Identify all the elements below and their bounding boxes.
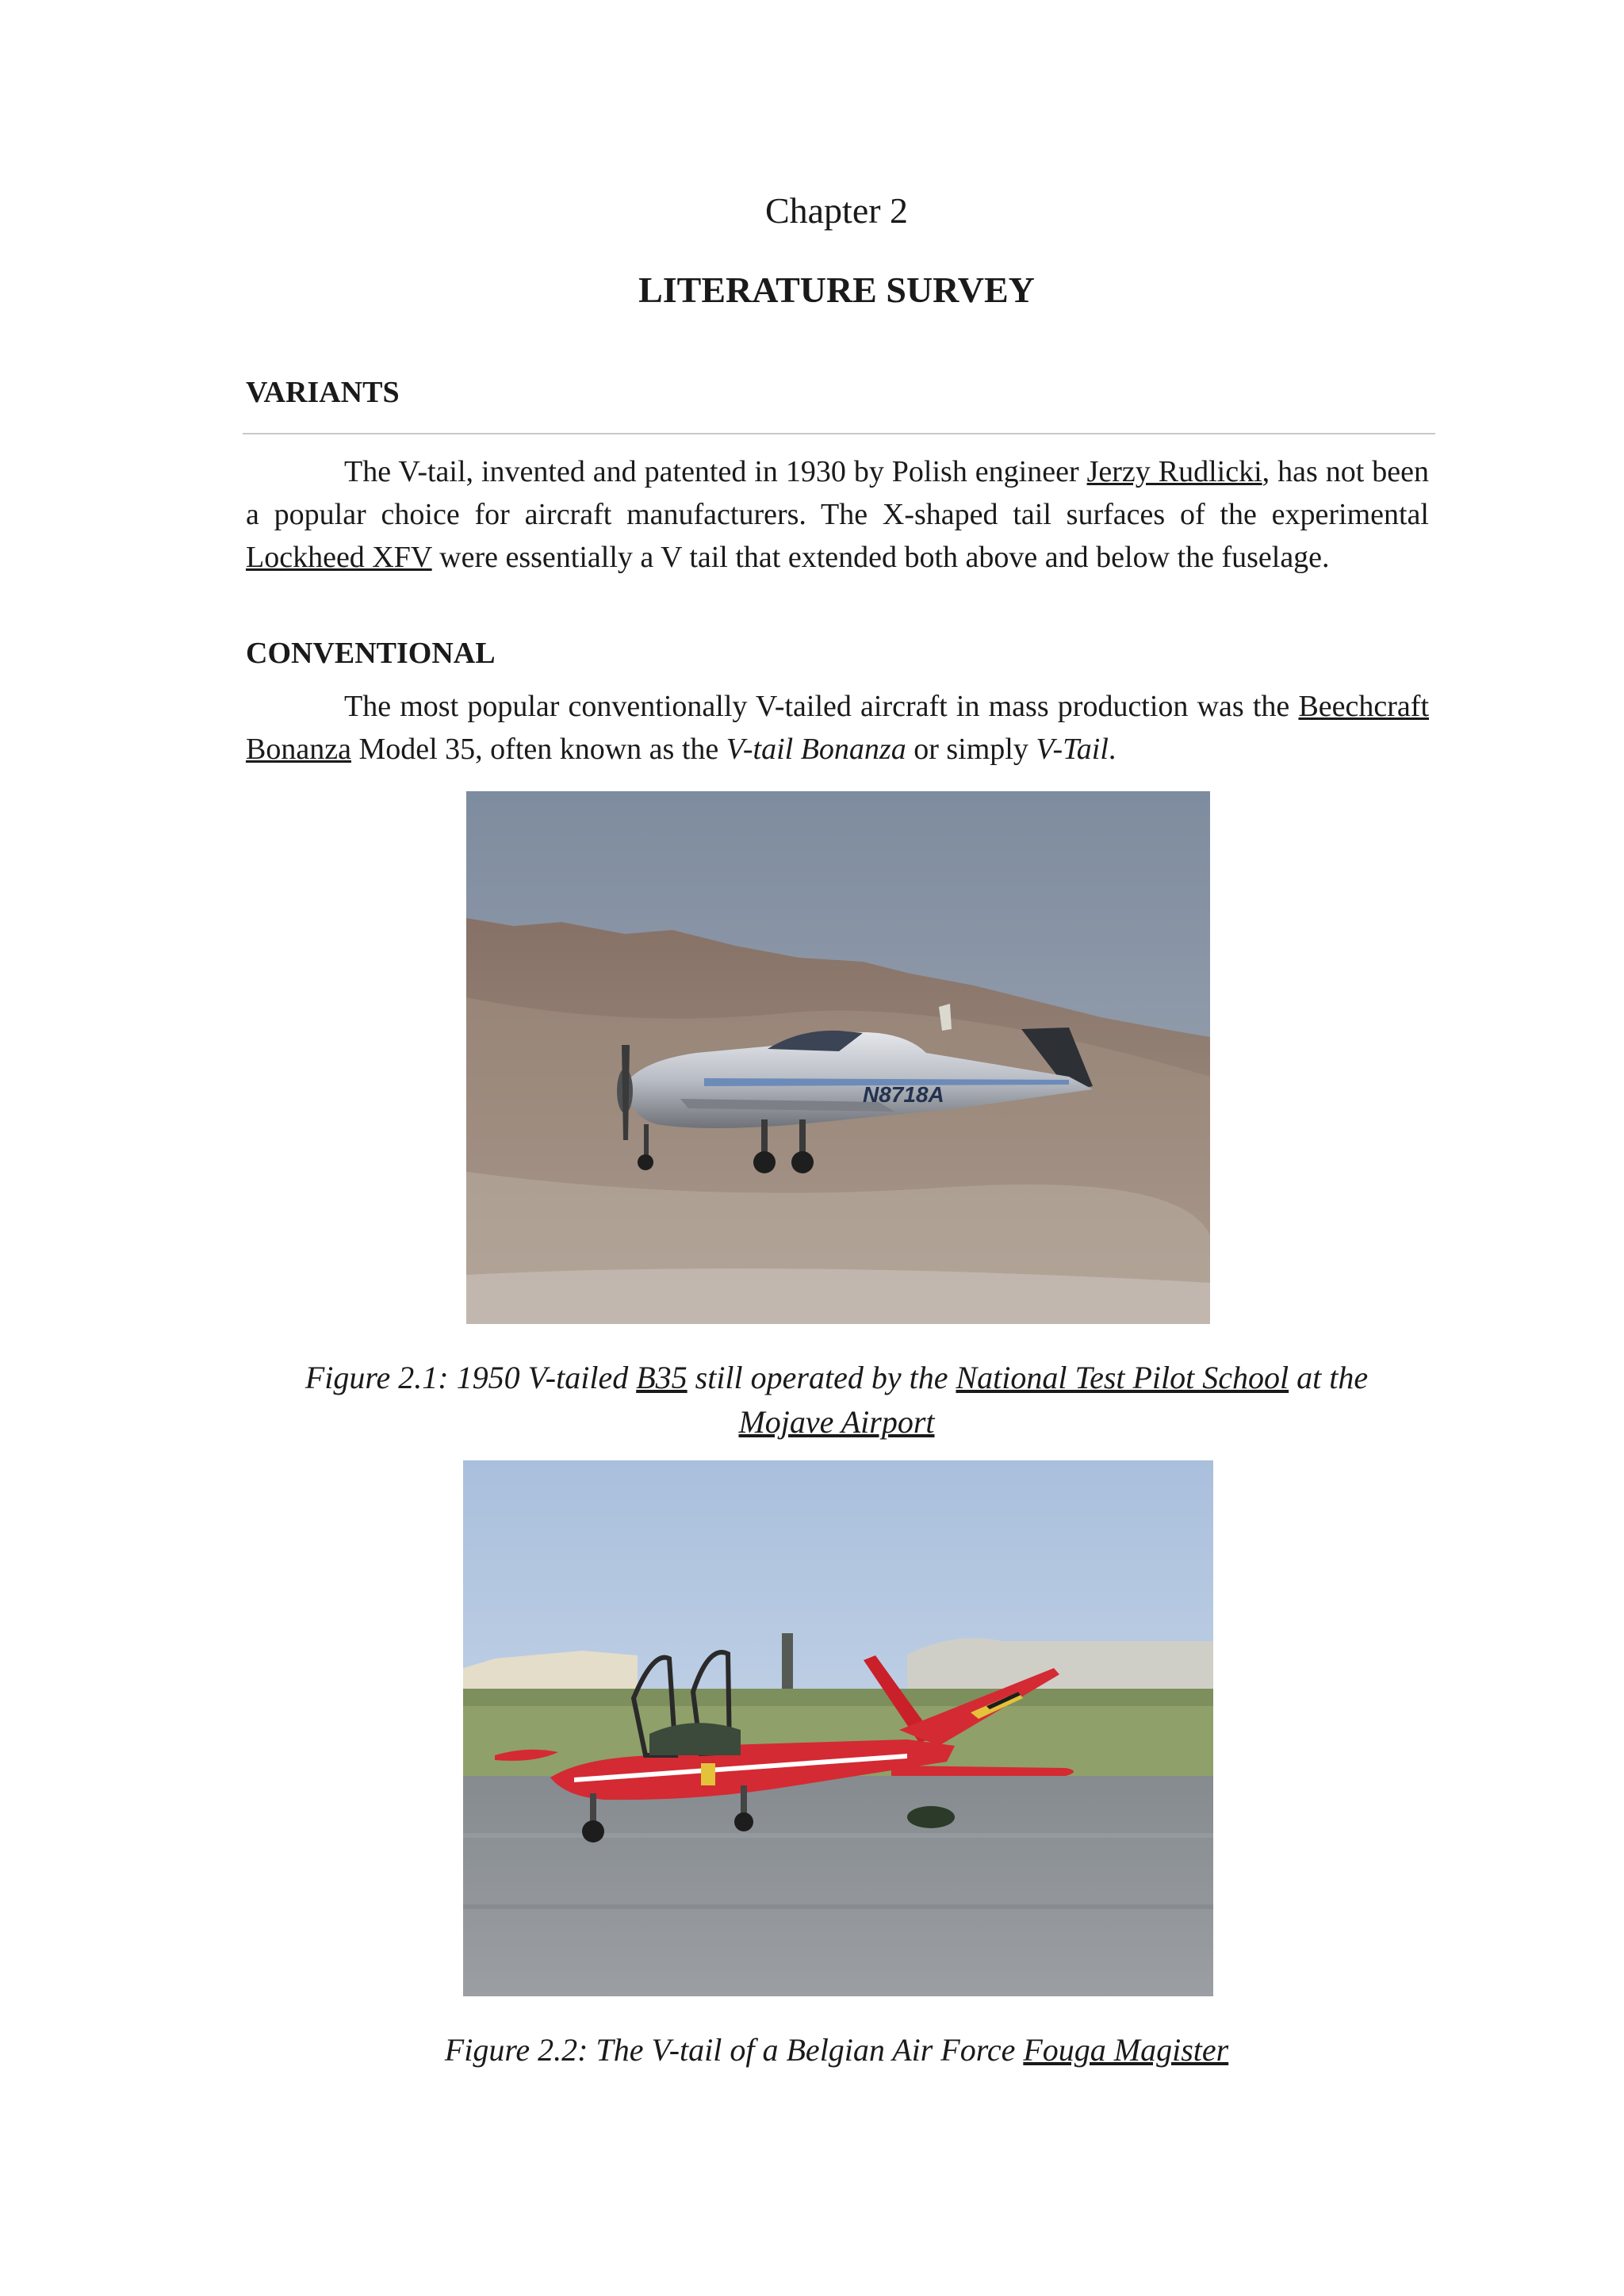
grass-far [463, 1689, 1213, 1706]
text-run: still operated by the [687, 1360, 956, 1395]
italic-text: V-tail Bonanza [726, 733, 906, 766]
link-national-test-pilot-school[interactable]: National Test Pilot School [956, 1360, 1289, 1395]
tarmac [463, 1776, 1213, 1996]
link-lockheed-xfv[interactable]: Lockheed XFV [246, 541, 432, 574]
text-run: , has not been a popular choice for aircraft manufacturers. The X-shaped tail surfaces of the experimental [246, 455, 1430, 531]
text-run: Figure 2.1: 1950 V-tailed [304, 1360, 637, 1395]
figure-bonanza-photo [466, 791, 1210, 1324]
section-heading-variants: VARIANTS [246, 376, 400, 409]
italic-text: V-Tail [1036, 733, 1109, 766]
aircraft-registration: N8718A [863, 1082, 944, 1107]
link-b35[interactable]: B35 [636, 1360, 688, 1395]
figure-2-caption [0, 2028, 1624, 2072]
link-fouga-magister[interactable]: Fouga Magister [1023, 2032, 1229, 2068]
link-jerzy-rudlicki[interactable]: Jerzy Rudlicki [1086, 455, 1262, 488]
text-run: Model 35, often known as the [350, 733, 726, 766]
bonanza-illustration [466, 791, 1210, 1324]
text-run: Figure 2.2: The V-tail of a Belgian Air Force [444, 2032, 1024, 2068]
figure-fouga-magister-photo [463, 1460, 1213, 1996]
section-divider [243, 433, 1435, 434]
link-mojave-airport[interactable]: Mojave Airport [738, 1404, 935, 1440]
text-run: at the [1289, 1360, 1369, 1395]
paragraph-conventional [246, 685, 1429, 771]
link-beechcraft-bonanza[interactable]: Beechcraft Bonanza [246, 690, 1429, 766]
text-run: or simply [906, 733, 1036, 766]
text-run: were essentially a V tail that extended both above and below the fuselage. [431, 541, 1330, 574]
chapter-number: Chapter 2 [764, 190, 909, 231]
text-run: . [1108, 733, 1116, 766]
section-heading-conventional: CONVENTIONAL [246, 637, 496, 670]
text-run: The most popular conventionally V-tailed aircraft in mass production was the [344, 690, 1299, 723]
chapter-title: LITERATURE SURVEY [638, 270, 1035, 310]
tower [782, 1633, 793, 1689]
text-run: The V-tail, invented and patented in 1930 by Polish engineer [344, 455, 1087, 488]
figure-1-caption [0, 1356, 1624, 1445]
paragraph-variants [246, 450, 1429, 579]
fouga-magister-illustration [463, 1460, 1213, 1996]
